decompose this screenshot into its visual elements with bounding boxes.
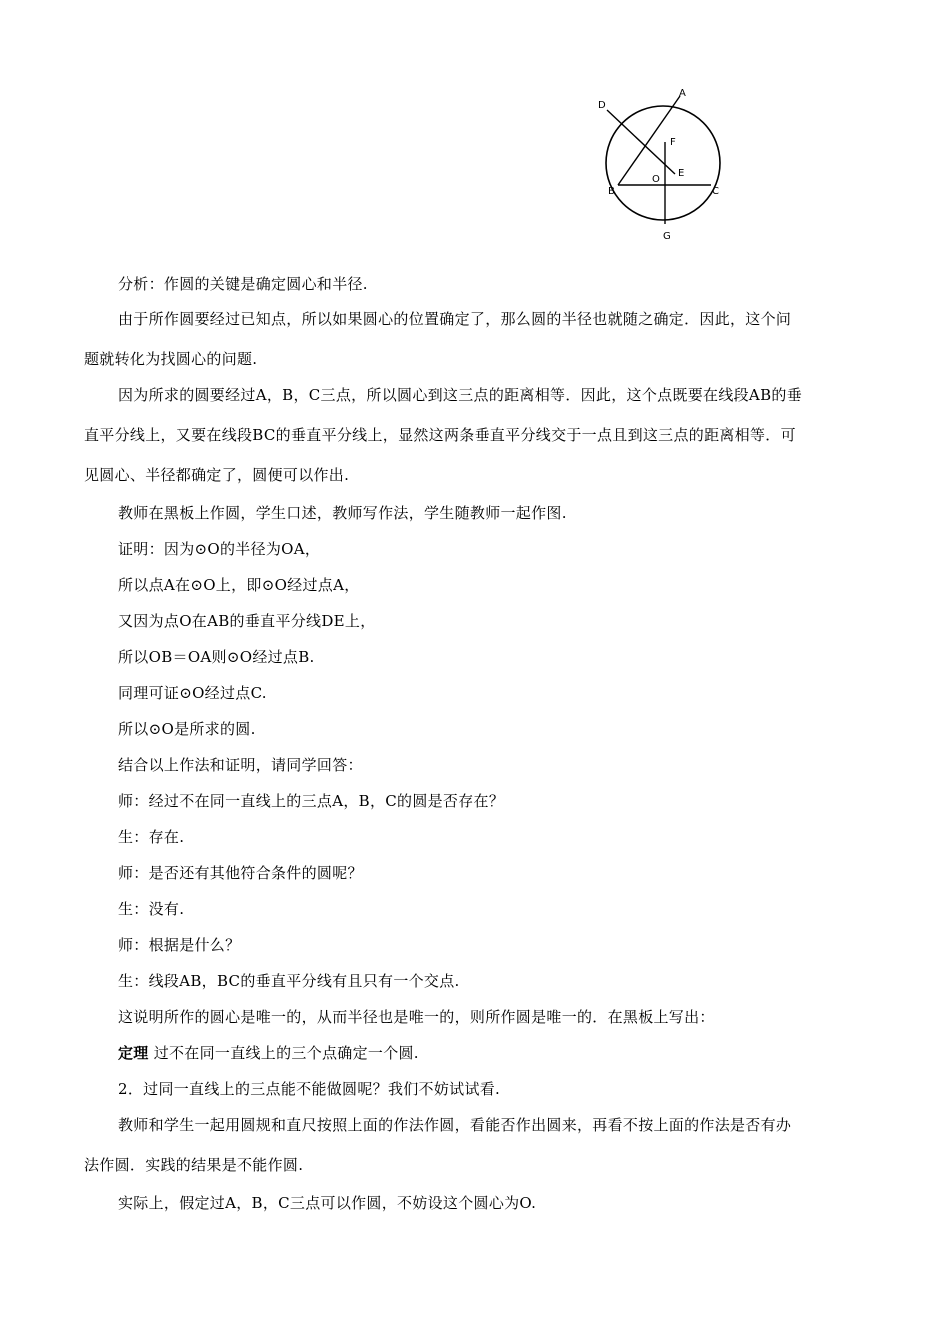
label-f: F [670, 137, 676, 148]
proof-line: 同理可证⊙O经过点C. [118, 684, 267, 702]
label-g: G [663, 231, 671, 242]
label-o: O [652, 174, 660, 185]
paragraph-line: 这说明所作的圆心是唯一的，从而半径也是唯一的，则所作圆是唯一的．在黑板上写出： [118, 1008, 715, 1026]
paragraph-line: 教师和学生一起用圆规和直尺按照上面的作法作圆，看能否作出圆来，再看不按上面的作法是否有办 [118, 1116, 792, 1134]
paragraph-line: 直平分线上，又要在线段BC的垂直平分线上，显然这两条垂直平分线交于一点且到这三点的距离相等．可 [84, 426, 796, 444]
paragraph-line: 教师在黑板上作圆，学生口述，教师写作法，学生随教师一起作图. [118, 504, 567, 522]
label-d: D [598, 100, 606, 111]
proof-line: 又因为点O在AB的垂直平分线DE上， [118, 612, 376, 630]
paragraph-line: 因为所求的圆要经过A，B，C三点，所以圆心到这三点的距离相等．因此，这个点既要在线段AB的垂 [118, 386, 802, 404]
label-b: B [608, 186, 615, 197]
paragraph-analysis: 分析：作圆的关键是确定圆心和半径. [118, 275, 368, 293]
theorem-line [118, 1043, 419, 1063]
paragraph-line: 见圆心、半径都确定了，圆便可以作出. [84, 466, 350, 484]
paragraph-line: 由于所作圆要经过已知点，所以如果圆心的位置确定了，那么圆的半径也就随之确定．因此，这个问 [118, 310, 792, 328]
proof-line: 所以OB＝OA则⊙O经过点B. [118, 648, 315, 666]
label-a: A [679, 88, 686, 99]
paragraph-line: 法作圆．实践的结果是不能作圆. [84, 1156, 304, 1174]
label-c: C [712, 186, 719, 197]
paragraph-line: 2．过同一直线上的三点能不能做圆呢？我们不妨试试看. [118, 1080, 501, 1098]
dialogue-line: 师：是否还有其他符合条件的圆呢？ [118, 864, 363, 882]
dialogue-line: 师：根据是什么？ [118, 936, 241, 954]
theorem-label: 定理 [118, 1044, 149, 1062]
paragraph-line: 题就转化为找圆心的问题. [84, 350, 258, 368]
proof-line: 所以点A在⊙O上，即⊙O经过点A， [118, 576, 360, 594]
dialogue-line: 生：线段AB，BC的垂直平分线有且只有一个交点. [118, 972, 460, 990]
paragraph-line: 实际上，假定过A，B，C三点可以作圆，不妨设这个圆心为O. [118, 1194, 537, 1212]
dialogue-line: 生：没有. [118, 900, 185, 918]
paragraph-line: 结合以上作法和证明，请同学回答： [118, 756, 363, 774]
proof-line: 所以⊙O是所求的圆. [118, 720, 256, 738]
circle-construction-diagram [592, 84, 734, 244]
proof-line: 证明：因为⊙O的半径为OA， [118, 540, 321, 558]
dialogue-line: 生：存在. [118, 828, 185, 846]
label-e: E [678, 168, 685, 179]
dialogue-line: 师：经过不在同一直线上的三点A，B，C的圆是否存在？ [118, 792, 505, 810]
theorem-text: 过不在同一直线上的三个点确定一个圆. [153, 1044, 419, 1062]
